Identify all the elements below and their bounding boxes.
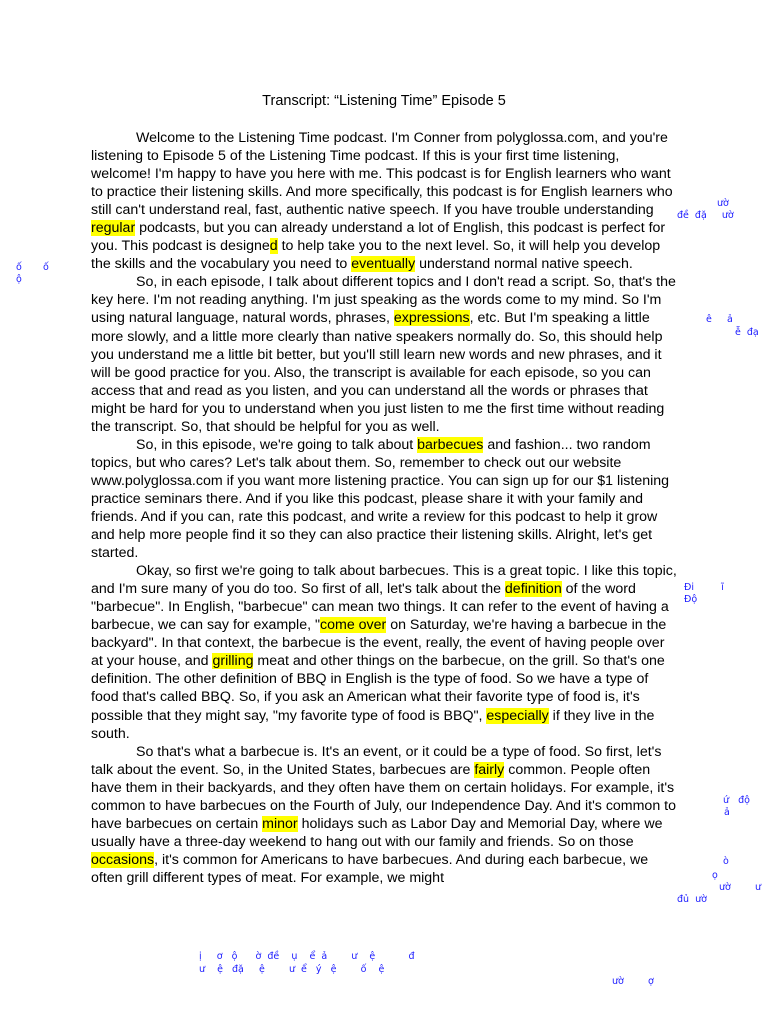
text-segment: understand normal native speech.	[415, 256, 633, 273]
margin-note: ứ độ	[723, 795, 750, 806]
transcript-paragraph	[91, 562, 677, 742]
margin-note: ườ ợ	[612, 976, 654, 987]
margin-note: ộ	[16, 274, 22, 285]
text-segment: So, in each episode, I talk about different topics and I don't read a script. So, that's the key here. I'm not reading anything. I'm just speaking as the words come to my mind. So I'm using natural language, natural words, phrases,	[91, 274, 676, 327]
text-segment: meat and other things on the barbecue, on the grill. So that's one definition. The other definition of BBQ in English is the type of food. So we have a type of food that's called BBQ. So, if you ask an American what their favorite type of food is, it's possible that they might say, "my favorite type of food is BBQ",	[91, 653, 665, 724]
highlighted-word: fairly	[474, 761, 505, 778]
margin-note: ườ	[717, 198, 729, 209]
transcript-paragraph	[91, 273, 677, 435]
text-segment: Okay, so first we're going to talk about barbecues. This is a great topic. I like this topic, and I'm sure many of you do too. So first of all, let's talk about the	[91, 563, 677, 598]
margin-note: đề đặ ườ	[677, 210, 734, 221]
highlighted-word: definition	[504, 581, 562, 598]
margin-note: ườ ư	[719, 882, 762, 893]
margin-note: ò	[723, 856, 729, 867]
margin-note: ọ	[712, 870, 718, 881]
highlighted-word: occasions	[91, 851, 155, 868]
transcript-paragraph	[91, 129, 677, 273]
highlighted-word: especially	[486, 707, 549, 724]
highlighted-word: come over	[320, 617, 387, 634]
margin-note: Đi ĩ	[684, 582, 724, 593]
text-segment: , it's common for Americans to have barbecues. And during each barbecue, we often grill different types of meat. For example, we might	[91, 851, 649, 886]
text-segment: So, in this episode, we're going to talk about	[136, 436, 418, 453]
text-segment: on Saturday, we're having a barbecue in the backyard". In that context, the barbecue is the event, really, the event of having people over at your house, and	[91, 617, 667, 670]
text-segment: Welcome to the Listening Time podcast. I'm Conner from polyglossa.com, and you're listening to Episode 5 of the Listening Time podcast. If this is your first time listening, welcome! I'm happy to have you here with me. This podcast is for English learners who want to practice their listening skills. And more specifically, this podcast is for English learners who still can't understand real, fast, authentic native speech. If you have trouble understanding	[91, 130, 673, 219]
text-segment: of the word "barbecue". In English, "barbecue" can mean two things. It can refer to the event of having a barbecue, we can say for example, "	[91, 581, 669, 634]
transcript-paragraph	[91, 743, 677, 887]
highlighted-word: eventually	[351, 256, 416, 273]
margin-note: ê ả	[706, 314, 733, 325]
text-segment: to help take you to the next level. So, it will help you develop the skills and the vocabulary you need to	[91, 238, 661, 273]
highlighted-word: minor	[262, 815, 298, 832]
margin-note: đủ ườ	[677, 894, 707, 905]
highlighted-word: barbecues	[417, 436, 484, 453]
text-segment: and fashion... two random topics, but who cares? Let's talk about them. So, remember to check out our website www.polyglossa.com if you want more listening practice. You can sign up for our $1 listening practice seminars there. And if you like this podcast, please share it with your family and friends. And if you can, rate this podcast, and write a review for this podcast to help it grow and help more people find it so they can also practice their listening skills. Alright, let's get started.	[91, 436, 670, 562]
transcript-body	[91, 129, 677, 887]
text-segment: holidays such as Labor Day and Memorial Day, where we usually have a three-day weekend to hang out with our family and friends. So on those	[91, 815, 663, 850]
text-segment: podcasts, but you can already understand a lot of English, this podcast is perfect for you. This podcast is designe	[91, 220, 666, 255]
text-segment: if they live in the south.	[91, 707, 655, 742]
highlighted-word: grilling	[212, 653, 254, 670]
text-segment: common. People often have them in their backyards, and they often have them on certain holidays. For example, it's common to have barbecues on the Fourth of July, our Independence Day. And it's common to have barbecues on certain	[91, 761, 676, 832]
text-segment: So that's what a barbecue is. It's an event, or it could be a type of food. So first, let's talk about the event. So, in the United States, barbecues are	[91, 743, 662, 778]
document-title: Transcript: “Listening Time” Episode 5	[262, 93, 506, 109]
margin-note: ư ệ đặ ệ ư ể ý ệ ố ệ	[199, 964, 385, 975]
margin-note: ễ đạ	[735, 327, 759, 338]
margin-note: Độ	[684, 594, 698, 605]
highlighted-word: expressions	[393, 310, 470, 327]
text-segment: , etc. But I'm speaking a little more slowly, and a little more clearly than native speakers normally do. So, this should help you understand me a little bit better, but you'll still learn new words and new phrases, and it will be good practice for you. Also, the transcript is available for each episode, so you can access that and read as you listen, and you can understand all the words or phrases that might be hard for you to understand when you just listen to me the first time without reading the transcript. So, that should be helpful for you as well.	[91, 310, 665, 435]
margin-note: ị ơ ộ ờ đề ụ ể ả ư ệ đ	[199, 951, 415, 962]
margin-note: ả	[724, 807, 730, 818]
highlighted-word: d	[269, 238, 278, 255]
highlighted-word: regular	[91, 220, 136, 237]
margin-note: ố ố	[16, 262, 49, 273]
transcript-paragraph	[91, 436, 677, 562]
